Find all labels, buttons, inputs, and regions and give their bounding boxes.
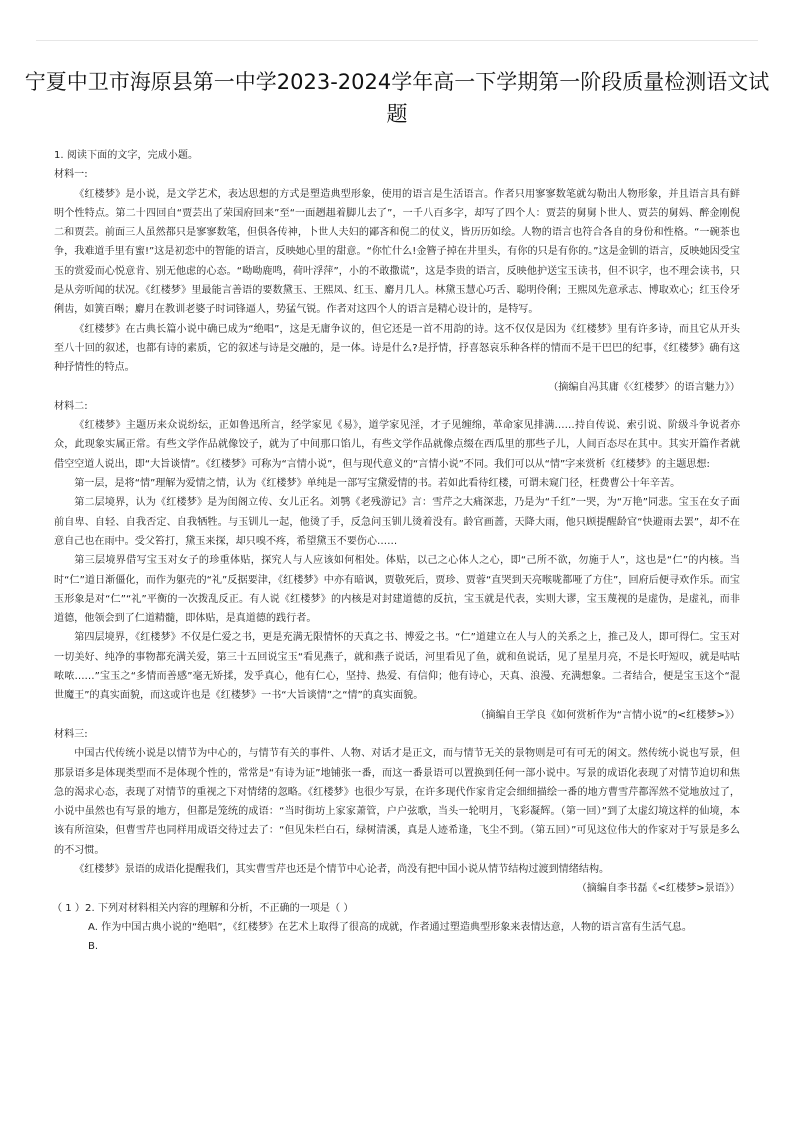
top-divider [36,40,758,41]
material-3-paragraph-1: 中国古代传统小说是以情节为中心的，与情节有关的事件、人物、对话才是正文，而与情节无关的景物则是可有可无的闲文。然传统小说也写景，但那景语多是体现类型而不是体现个性的，常常是“有诗为证”地铺张一番，而这一番景语可以置换到任何一部小说中。写景的成语化表现了对情节迫切和焦急的渴求心态，表现了对情节的重视之下对情绪的忽略。《红楼梦》也很少写景，在许多现代作家肯定会细细描绘一番的地方曹雪芹都浑然不觉地放过了，小说中虽然也有写景的地方，但都是笼统的成语：“当时街坊上家家萧管，户户弦歌，当头一轮明月，飞彩凝辉。（第一回）”到了太虚幻境这样的仙境，本该有所渲染，但曹雪芹也同样用成语交待过去了：“但见朱栏白石，绿树清溪，真是人迹希逢，飞尘不到。（第五回）”可见这位伟大的作家对于写景是多么的不习惯。 [54,748,740,856]
material-2-paragraph-2: 第一层，是将“情”理解为爱情之情，认为《红楼梦》单纯是一部写宝黛爱情的书。若如此看待红楼，可谓未窥门径，枉费曹公十年辛苦。 [74,478,681,490]
material-3-source: （摘编自李书磊《<红楼梦>景语》） [576,883,740,895]
option-a: A. 作为中国古典小说的“绝唱”，《红楼梦》在艺术上取得了很高的成就，作者通过塑造典型形象来表情达意，人物的语言富有生活气息。 [88,921,692,933]
material-1-paragraph-2: 《红楼梦》在古典长篇小说中确已成为“绝唱”，这是无庸争议的，但它还是一首不用韵的诗。这不仅仅是因为《红楼梦》里有许多诗，而且它从开头至八十回的叙述，也都有诗的素质，它的叙述与诗是交融的，是一体。诗是什么?是抒情，抒喜怒哀乐种各样的情而不是干巴巴的纪事，《红楼梦》确有这种抒情性的特点。 [54,323,740,374]
material-1-label: 材料一: [54,169,88,181]
question-stem: （ 1 ）2. 下列对材料相关内容的理解和分析，不正确的一项是（ ） [52,902,354,914]
material-1-source: （摘编自冯其庸《〈红楼梦〉的语言魅力》） [548,381,740,393]
material-2-label: 材料二: [54,400,88,412]
document-body [54,146,740,956]
material-2-paragraph-3: 第二层境界，认为《红楼梦》是为闺阁立传、女儿正名。刘鹗《老残游记》言：雪芹之大痛深悲，乃是为“千红”一哭，为“万艳”同悲。宝玉在女子面前自卑、自轻、自我否定、自我牺牲。与玉钏儿一起，他烫了手，反急问玉钏儿烫着没有。龄官画蔷，天降大雨，他只顾提醒龄官“快避雨去罢”，却不在意自己也在雨中。受父笞打，黛玉来探，却只嗅不疼，希望黛玉不要伤心…… [54,497,740,547]
title-line-1: 宁夏中卫市海原县第一中学2023-2024学年高一下学期第一阶段质量检测语文试 [24,70,770,94]
option-b: B. [88,941,99,953]
material-3-label: 材料三: [54,728,88,740]
material-2-paragraph-1: 《红楼梦》主题历来众说纷纭，正如鲁迅所言，经学家见《易》，道学家见淫，才子见缠绵，革命家见排满……持自传说、索引说、阶级斗争说者亦众，此现象实属正常。有些文学作品就像饺子，就为了中间那口馅儿，有些文学作品就像点缀在西瓜里的那些子儿，人间百态尽在其中。其实开篇作者就借空空道人说出，即“大旨谈情”。《红楼梦》可称为“言情小说”，但与现代意义的“言情小说”不同。我们可以从“情”字来赏析《红楼梦》的主题思想: [54,420,740,470]
title-line-2: 题 [386,102,408,126]
material-3-paragraph-2: 《红楼梦》景语的成语化提醒我们，其实曹雪芹也还是个情节中心论者，尚没有把中国小说从情节结构过渡到情绪结构。 [74,863,610,875]
question-intro: 1. 阅读下面的文字，完成小题。 [54,150,199,161]
material-2-source: （摘编自王学良《如何赏析作为“言情小说”的<红楼梦>》） [475,709,740,721]
material-1-paragraph-1: 《红楼梦》是小说，是文学艺术，表达思想的方式是塑造典型形象，使用的语言是生活语言。作者只用寥寥数笔就勾勒出人物形象，并且语言具有鲜明个性特点。第二十四回自“贾芸出了荣国府回来”至“一面趔趄着脚儿去了”，一千八百多字，却写了四个人：贾芸的舅舅卜世人、贾芸的舅妈、醉金刚倪二和贾芸。前面三人虽然都只是寥寥数笔，但俱各传神，卜世人夫妇的鄙吝和倪二的仗义，皆历历如绘。人物的语言也符合各自的身份和性格。“一碗茶也争，我难道手里有蜜!”这是初恋中的智能的语言，反映她心里的甜意。“你忙什么!金簪子掉在井里头，有你的只是有你的。”这是金钏的语言，反映她因受宝玉的赏爱而心悦意肯、别无他虑的心态。“呦呦鹿鸣，荷叶浮萍”，小的不敢撒谎”，这是李贵的语言，反映他护送宝玉读书，但不识字，也不理会读书，只是从旁听闻的状况。《红楼梦》里最能言善语的要数黛玉、王熙凤、红玉、麝月几人。林黛玉慧心巧舌、聪明伶俐；王熙凤先意承志、博取欢心；红玉伶牙俐齿，如簧百啭；麝月在教训老婆子时词锋逼人，势猛气锐。作者对这四个人的语言是精心设计的，是特写。 [54,188,740,316]
material-2-paragraph-5: 第四层境界，《红楼梦》不仅是仁爱之书，更是充满无限情怀的天真之书、博爱之书。“仁”道建立在人与人的关系之上，推己及人，即可得仁。宝玉对一切美好、纯净的事物都充满关爱，第三十五回说宝玉“看见燕子，就和燕子说话，河里看见了鱼，就和鱼说话，见了星星月亮，不是长吁短叹，就是咕咕哝哝……”宝玉之“多情而善感”毫无矫揉，发乎真心，他有仁心，坚持、热爱、有信仰；他有诗心，天真、浪漫、充满想象。二者结合，便是宝玉这个“混世魔王”的真实面貌，而这或许也是《红楼梦》一书“大旨谈情”之“情”的真实面貌。 [54,632,740,702]
document-title [0,66,794,130]
material-2-paragraph-4: 第三层境界借写宝玉对女子的珍重体贴，探究人与人应该如何相处。体贴，以己之心体人之心，即“己所不欲，勿施于人”，这也是“仁”的内核。当时“仁”道日渐僵化，而作为躯壳的“礼”反据要津，《红楼梦》中亦有暗讽，贾敬死后，贾珍、贾蓉“直哭到天亮喉咙都哑了方住”，回府后便寻欢作乐。而宝玉形象是对“仁”“礼”平衡的一次拨乱反正。有人说《红楼梦》的内核是对封建道德的反抗，宝玉就是代表，实则大谬，宝玉蔑视的是虚伪，是虚礼，而非道德，他领会到了仁道精髓，即体贴，是真道德的践行者。 [54,555,740,625]
